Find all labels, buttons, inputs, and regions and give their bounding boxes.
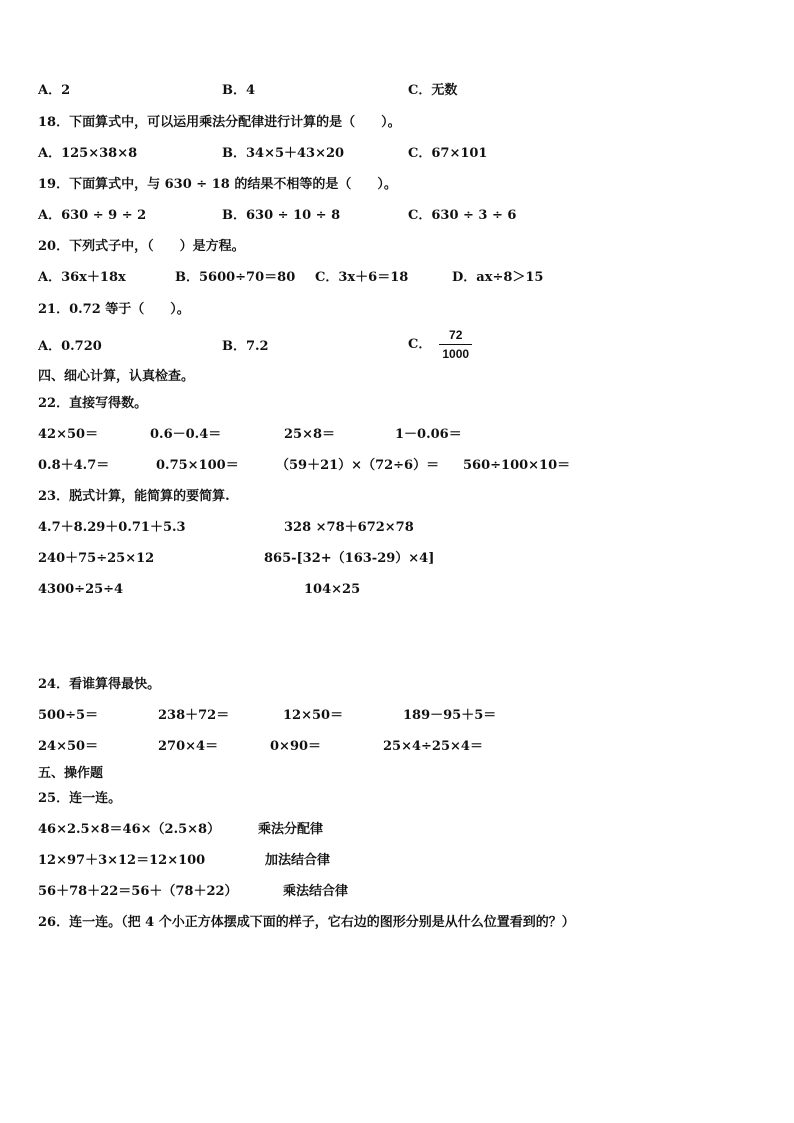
q19-option-a: A．630 ÷ 9 ÷ 2 [38, 208, 147, 223]
q18-stem: 18．下面算式中，可以运用乘法分配律进行计算的是（ ）。 [38, 115, 401, 130]
q22-item: （59＋21）×（72÷6）＝ [276, 458, 440, 473]
q24-item: 24×50＝ [38, 739, 99, 754]
q23-stem: 23．脱式计算，能简算的要简算. [38, 489, 230, 504]
q24-item: 270×4＝ [158, 739, 219, 754]
q24-stem: 24．看谁算得最快。 [38, 677, 161, 692]
q17-option-b: B．4 [222, 83, 256, 98]
q17-option-c: C．无数 [408, 83, 458, 98]
q22-item: 25×8＝ [284, 427, 336, 442]
q24-item: 0×90＝ [270, 739, 322, 754]
section-5-heading: 五、操作题 [38, 766, 104, 781]
q23-item: 4.7＋8.29＋0.71＋5.3 [38, 520, 186, 535]
q22-item: 42×50＝ [38, 427, 99, 442]
q20-stem: 20．下列式子中，（ ）是方程。 [38, 239, 245, 254]
q20-option-a: A．36x＋18x [38, 270, 126, 285]
q21-option-c-prefix: C． [408, 337, 432, 352]
q20-option-d: D．ax÷8＞15 [452, 270, 544, 285]
section-4-heading: 四、细心计算，认真检查。 [38, 369, 195, 384]
q24-item: 500÷5＝ [38, 708, 99, 723]
q21-option-b: B．7.2 [222, 339, 269, 354]
q23-item: 328 ×78＋672×78 [284, 520, 414, 535]
q22-item: 560÷100×10＝ [463, 458, 571, 473]
q19-stem: 19．下面算式中，与 630 ÷ 18 的结果不相等的是（ ）。 [38, 177, 397, 192]
q22-stem: 22．直接写得数。 [38, 396, 148, 411]
q24-item: 12×50＝ [283, 708, 344, 723]
q25-right-item: 乘法结合律 [283, 884, 349, 899]
q18-option-c: C．67×101 [408, 146, 488, 161]
q21-stem: 21．0.72 等于（ ）。 [38, 302, 190, 317]
fraction-numerator: 72 [439, 328, 472, 345]
q24-item: 25×4÷25×4＝ [383, 739, 483, 754]
q25-right-item: 乘法分配律 [258, 822, 324, 837]
fraction [439, 328, 472, 361]
q26-stem: 26．连一连。（把 4 个小正方体摆成下面的样子，它右边的图形分别是从什么位置看到的？） [38, 915, 575, 930]
q21-option-a: A．0.720 [38, 339, 102, 354]
q17-option-a: A．2 [38, 83, 71, 98]
q24-item: 238＋72＝ [158, 708, 230, 723]
q25-right-item: 加法结合律 [265, 853, 331, 868]
q22-item: 0.8＋4.7＝ [38, 458, 110, 473]
fraction-denominator: 1000 [442, 347, 470, 361]
q23-item: 865-[32+（163-29）×4] [264, 551, 435, 566]
q18-option-b: B．34×5＋43×20 [222, 146, 345, 161]
q25-left-item: 56＋78＋22＝56＋（78＋22） [38, 884, 238, 899]
q23-item: 104×25 [304, 582, 361, 597]
q18-option-a: A．125×38×8 [38, 146, 138, 161]
q23-item: 240＋75÷25×12 [38, 551, 155, 566]
q20-option-c: C．3x＋6＝18 [315, 270, 409, 285]
q20-option-b: B．5600÷70＝80 [175, 270, 296, 285]
q22-item: 0.75×100＝ [156, 458, 239, 473]
q22-item: 0.6－0.4＝ [150, 427, 222, 442]
q23-item: 4300÷25÷4 [38, 582, 124, 597]
q22-item: 1－0.06＝ [395, 427, 462, 442]
q25-left-item: 12×97＋3×12＝12×100 [38, 853, 206, 868]
q25-stem: 25．连一连。 [38, 791, 122, 806]
q21-option-c [408, 328, 472, 362]
q19-option-b: B．630 ÷ 10 ÷ 8 [222, 208, 341, 223]
q24-item: 189－95＋5＝ [403, 708, 497, 723]
q19-option-c: C．630 ÷ 3 ÷ 6 [408, 208, 517, 223]
q25-left-item: 46×2.5×8＝46×（2.5×8） [38, 822, 221, 837]
